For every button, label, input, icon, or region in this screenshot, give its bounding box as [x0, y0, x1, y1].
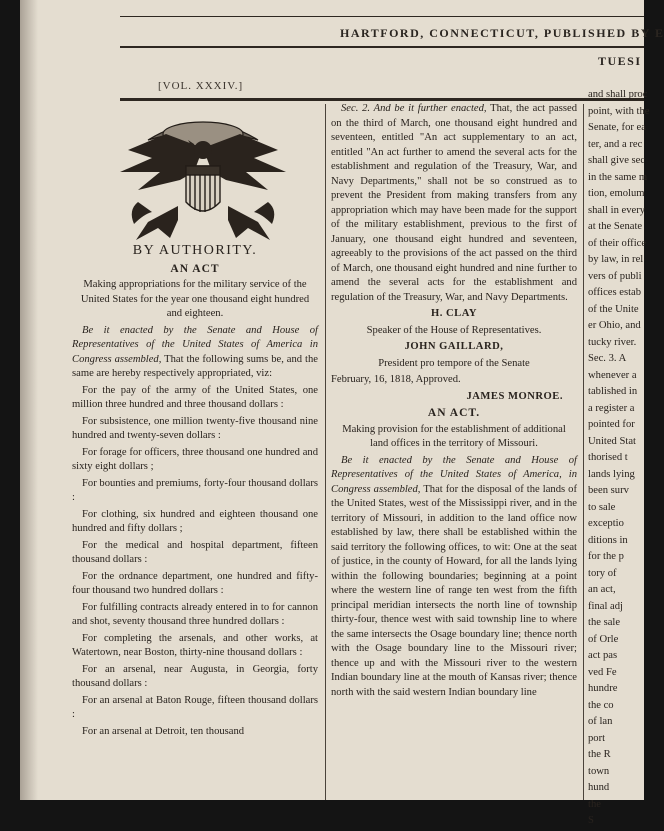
act-title: AN ACT: [170, 262, 220, 275]
enacting-clause: [72, 324, 318, 382]
appropriation-item: For an arsenal at Baton Rouge, fifteen thousand dollars :: [72, 694, 318, 720]
fragment-line: Senate, for ea: [588, 122, 646, 133]
act2-title: AN ACT.: [427, 407, 481, 419]
fragment-line: by law, in rel: [588, 254, 644, 265]
fragment-line: act pas: [588, 650, 618, 661]
fragment-line: of the Unite: [588, 303, 639, 315]
signature-gaillard: JOHN GAILLARD,: [404, 341, 504, 352]
fragment-line: Sec. 3. A: [588, 353, 627, 364]
fragment-line: hundre: [588, 683, 618, 694]
column-2: [331, 102, 577, 702]
fragment-line: exceptio: [588, 518, 624, 529]
fragment-line: to sale: [588, 501, 616, 513]
fragment-line: ved Fe: [588, 666, 617, 678]
top-rule: [120, 16, 644, 17]
appropriation-item: For the ordnance department, one hundred and fifty-four thousand two hundred dollars :: [72, 570, 318, 596]
fragment-line: of Orle: [588, 633, 619, 645]
fragment-line: been surv: [588, 485, 629, 496]
fragment-line: pointed for: [588, 419, 635, 430]
fragment-line: ter, and a rec: [588, 138, 643, 150]
signature-gaillard-title: President pro tempore of the Senate: [378, 357, 530, 369]
fragment-line: shall in every: [588, 204, 646, 216]
column-3: [588, 88, 648, 831]
appropriation-item: For forage for officers, three thousand one hundred and sixty eight dollars ;: [72, 446, 318, 472]
masthead: HARTFORD, CONNECTICUT, PUBLISHED BY E: [340, 26, 664, 40]
fragment-line: S: [588, 815, 594, 826]
appropriation-item: For clothing, six hundred and eighteen thousand one hundred and fifty dollars ;: [72, 508, 318, 534]
fragment-line: final adj: [588, 600, 624, 612]
act2-enacting-text: That for the disposal of the lands of the United States, west of the Mississippi river, and in the territory of Missouri, in addition to the land office now established by law, there shall be established within the said territory the following offices, to wit: One at the seat of justice, in the county of Howard, for all the lands lying within the following boundaries; beginning at a point where the western line of range ten west from the fifth principal meridian intersects the north line of township thirty-four, thence west with said township line to where the same intersects the Osage boundary line; thence north with the Osage boundary line to the Missouri river; thence up and with the Missouri river to the western Indian boundary line at the mouth of Kansas river; thence north with the said western Indian boundary line: [331, 483, 577, 698]
column-rule-2: [583, 104, 584, 800]
header-bottom-rule: [120, 98, 644, 101]
column-1: [72, 238, 318, 741]
fragment-line: tucky river.: [588, 336, 637, 348]
fragment-line: whenever a: [588, 369, 637, 381]
fragment-line: of their office: [588, 237, 647, 249]
fragment-line: er Ohio, and: [588, 320, 641, 331]
fragment-line: port: [588, 732, 606, 744]
fragment-line: for the p: [588, 551, 624, 562]
fragment-line: in the same m: [588, 171, 648, 183]
eagle-seal-icon: [108, 110, 298, 248]
fragment-line: offices estab: [588, 287, 642, 298]
appropriation-item: For the pay of the army of the United States, one million three hundred and three thousand dollars :: [72, 384, 318, 410]
appropriation-item: For subsistence, one million twenty-five thousand nine hundred and twenty-seven dollars :: [72, 415, 318, 441]
fragment-line: the co: [588, 699, 614, 711]
fragment-line: thorised t: [588, 452, 628, 463]
dateline: TUESI: [598, 54, 642, 68]
fragment-line: and shall proc: [588, 89, 648, 100]
page-edge-shadow: [20, 0, 38, 800]
appropriation-item: For the medical and hospital department, fifteen thousand dollars :: [72, 539, 318, 565]
fragment-line: lands lying: [588, 468, 635, 480]
fragment-line: the sale: [588, 617, 621, 628]
masthead-rule: [120, 46, 644, 48]
appropriation-item: For fulfilling contracts already entered in to for cannon and shot, seventy thousand three hundred dollars :: [72, 601, 318, 627]
act2-enacting-italic: Be it enacted by the Senate and House of Representatives of the United States of America, in Congress assembled,: [331, 454, 577, 495]
fragment-line: tory of: [588, 567, 617, 579]
fragment-line: point, with the: [588, 105, 650, 117]
volume-number: [VOL. XXXIV.]: [158, 80, 244, 92]
fragment-line: tablished in: [588, 386, 638, 397]
appropriation-item: For bounties and premiums, forty-four thousand dollars :: [72, 477, 318, 503]
fragment-line: United Stat: [588, 435, 636, 447]
act2-enacting-clause: [331, 454, 577, 701]
fragment-line: tion, emolum: [588, 188, 645, 199]
fragment-line: an act,: [588, 584, 616, 595]
approval-date: February, 16, 1818, Approved.: [331, 374, 461, 385]
act2-summary: Making provision for the establishment of additional land offices in the territory of Missouri.: [342, 423, 566, 449]
fragment-line: shall give sec: [588, 155, 646, 166]
signature-clay: H. CLAY: [430, 308, 478, 319]
fragment-line: the: [588, 798, 601, 810]
fragment-line: ditions in: [588, 534, 628, 546]
signature-monroe: JAMES MONROE.: [466, 390, 563, 402]
enacting-clause-italic: Be it enacted by the Senate and House of Representatives of the United States of America in Congress assembled,: [72, 324, 318, 365]
appropriation-item: For completing the arsenals, and other works, at Watertown, near Boston, thirty-nine thousand dollars :: [72, 632, 318, 658]
act-summary: Making appropriations for the military service of the United States for the year one thousand eight hundred and eighteen.: [80, 279, 310, 319]
newspaper-page: [20, 0, 664, 826]
section-2-italic: Sec. 2. And be it further enacted,: [341, 103, 487, 114]
appropriation-item: For an arsenal at Detroit, ten thousand: [82, 725, 245, 737]
fragment-line: the R: [588, 749, 611, 760]
fragment-line: a register a: [588, 402, 635, 414]
enacting-clause-text: That the following sums be, and the same are hereby respectively appropriated, viz:: [72, 353, 318, 379]
fragment-line: at the Senate: [588, 221, 643, 232]
by-authority-heading: BY AUTHORITY.: [132, 243, 258, 258]
fragment-line: town: [588, 765, 610, 777]
fragment-line: vers of publi: [588, 270, 642, 282]
section-2-text: That, the act passed on the third of March, one thousand eight hundred and seventeen, entitled "An act supplementary to an act, entitled "An act further to amend the several acts for the establishment and regulation of the Treasury, War, and Navy Departments," shall not be so construed as to prevent the President from making transfers from any appropriation which may have been made for the support of the military establishment, previous to the first of January, one thousand eight hundred and seventeen, agreeably to the provisions of the act passed on the third of March, one thousand eight hundred and nine further to amend the several acts for the establishment and regulation of the Treasury, War, and Navy Departments.: [331, 103, 578, 303]
appropriation-item: For an arsenal, near Augusta, in Georgia, forty thousand dollars :: [72, 663, 318, 689]
column-rule-1: [325, 104, 326, 800]
fragment-line: of lan: [588, 716, 613, 727]
signature-clay-title: Speaker of the House of Representatives.: [366, 324, 542, 336]
section-2-paragraph: [331, 102, 577, 305]
fragment-line: hund: [588, 782, 610, 793]
